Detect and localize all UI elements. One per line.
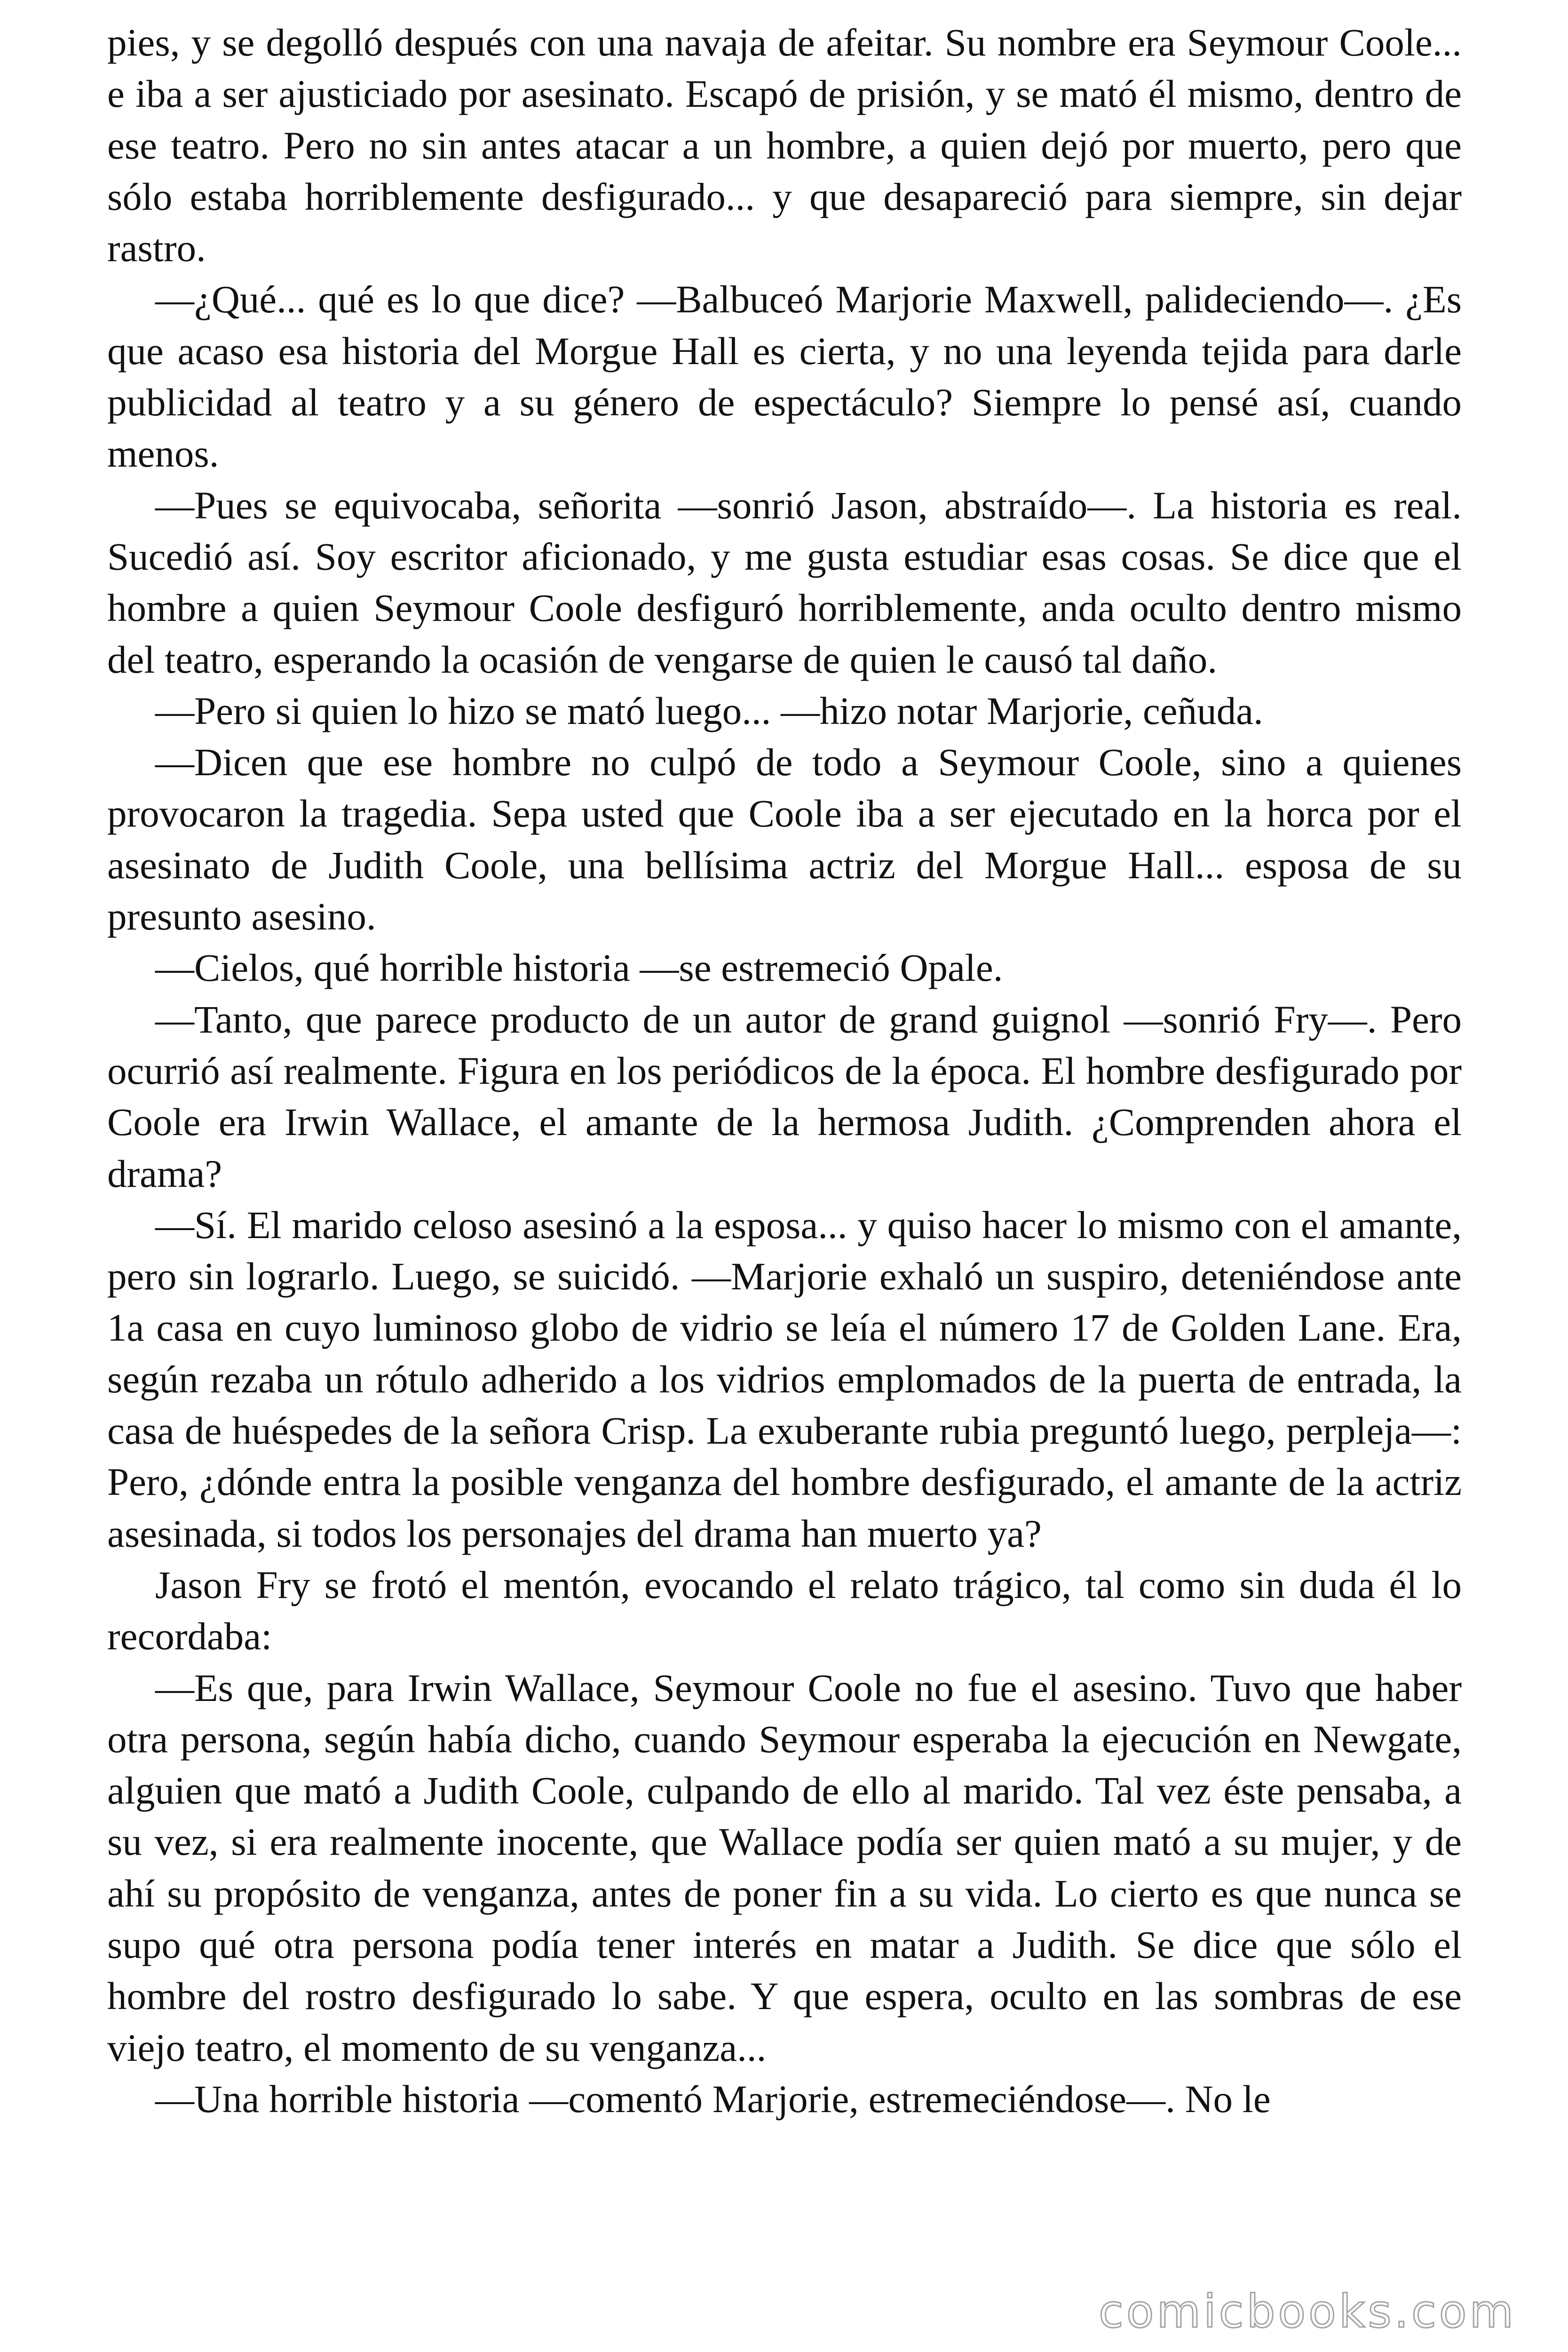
watermark: comicbooks.com [1098,2285,1516,2338]
paragraph-5: —Dicen que ese hombre no culpó de todo a Seymour Coole, sino a quienes provocaron la tragedia. Sepa usted que Coole iba a ser ejecutado en la horca por el asesinato de Judith Coole, una bellísima actriz del Morgue Hall... esposa de su presunto asesino. [107,740,1462,938]
paragraph-6: —Cielos, qué horrible historia —se estremeció Opale. [155,946,1003,990]
paragraph-7: —Tanto, que parece producto de un autor de grand guignol —sonrió Fry—. Pero ocurrió así realmente. Figura en los periódicos de la época. El hombre desfigurado por Coole era Irwin Wallace, el amante de la hermosa Judith. ¿Comprenden ahora el drama? [107,997,1462,1195]
paragraph-11: —Una horrible historia —comentó Marjorie, estremeciéndose—. No le [155,2077,1271,2121]
paragraph-10: —Es que, para Irwin Wallace, Seymour Coole no fue el asesino. Tuvo que haber otra persona, según había dicho, cuando Seymour esperaba la ejecución en Newgate, alguien que mató a Judith Coole, culpando de ello al marido. Tal vez éste pensaba, a su vez, si era realmente inocente, que Wallace podía ser quien mató a su mujer, y de ahí su propósito de venganza, antes de poner fin a su vida. Lo cierto es que nunca se supo qué otra persona podía tener interés en matar a Judith. Se dice que sólo el hombre del rostro desfigurado lo sabe. Y que espera, oculto en las sombras de ese viejo teatro, el momento de su venganza... [107,1666,1462,2069]
paragraph-1: pies, y se degolló después con una navaja de afeitar. Su nombre era Seymour Coole... e iba a ser ajusticiado por asesinato. Escapó de prisión, y se mató él mismo, dentro de ese teatro. Pero no sin antes atacar a un hombre, a quien dejó por muerto, pero que sólo estaba horriblemente desfigurado... y que desapareció para siempre, sin dejar rastro. [107,21,1462,270]
document-page [107,17,1462,2125]
paragraph-8: —Sí. El marido celoso asesinó a la esposa... y quiso hacer lo mismo con el amante, pero sin lograrlo. Luego, se suicidó. —Marjorie exhaló un suspiro, deteniéndose ante 1a casa en cuyo luminoso globo de vidrio se leía el número 17 de Golden Lane. Era, según rezaba un rótulo adherido a los vidrios emplomados de la puerta de entrada, la casa de huéspedes de la señora Crisp. La exuberante rubia preguntó luego, perpleja—: Pero, ¿dónde entra la posible venganza del hombre desfigurado, el amante de la actriz asesinada, si todos los personajes del drama han muerto ya? [107,1203,1462,1555]
paragraph-3: —Pues se equivocaba, señorita —sonrió Jason, abstraído—. La historia es real. Sucedió así. Soy escritor aficionado, y me gusta estudiar esas cosas. Se dice que el hombre a quien Seymour Coole desfiguró horriblemente, anda oculto dentro mismo del teatro, esperando la ocasión de vengarse de quien le causó tal daño. [107,483,1462,681]
paragraph-9: Jason Fry se frotó el mentón, evocando el relato trágico, tal como sin duda él lo recordaba: [107,1563,1462,1658]
paragraph-2: —¿Qué... qué es lo que dice? —Balbuceó Marjorie Maxwell, palideciendo—. ¿Es que acaso esa historia del Morgue Hall es cierta, y no una leyenda tejida para darle publicidad al teatro y a su género de espectáculo? Siempre lo pensé así, cuando menos. [107,278,1462,476]
paragraph-4: —Pero si quien lo hizo se mató luego... —hizo notar Marjorie, ceñuda. [155,689,1263,732]
